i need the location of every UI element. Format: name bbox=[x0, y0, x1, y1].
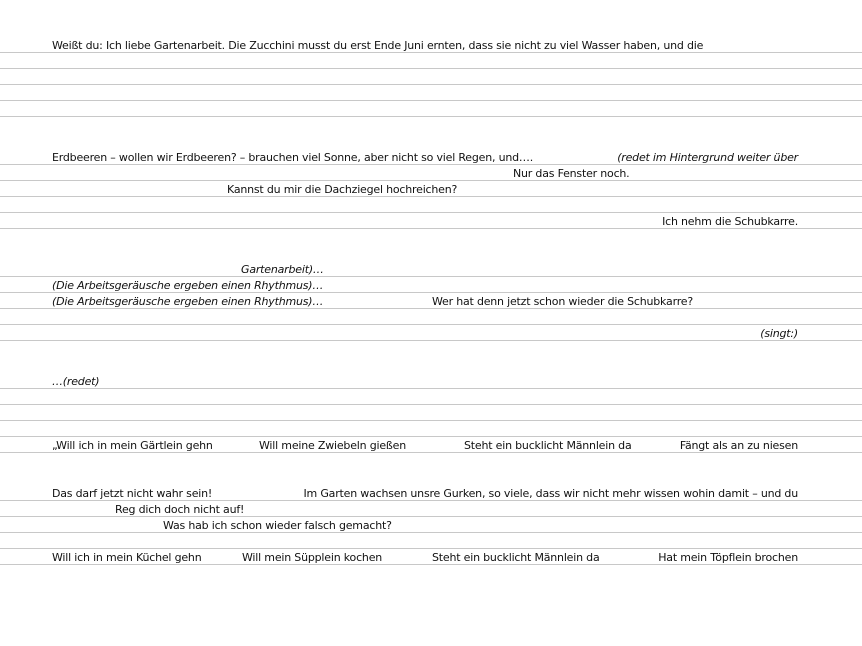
text-line: Nur das Fenster noch. bbox=[513, 167, 630, 180]
staff-line bbox=[0, 116, 862, 117]
text-line: Erdbeeren – wollen wir Erdbeeren? – brauchen viel Sonne, aber nicht so viel Regen, und…. bbox=[52, 151, 534, 164]
staff-line bbox=[0, 516, 862, 517]
song-phrase: Will ich in mein Küchel gehn bbox=[52, 551, 202, 564]
song-phrase: Steht ein bucklicht Männlein da bbox=[432, 551, 600, 564]
staff-line bbox=[0, 420, 862, 421]
stage-direction: (redet im Hintergrund weiter über bbox=[617, 151, 798, 164]
song-phrase: Steht ein bucklicht Männlein da bbox=[464, 439, 632, 452]
stage-direction: (Die Arbeitsgeräusche ergeben einen Rhythmus)… bbox=[52, 279, 324, 292]
staff-line bbox=[0, 100, 862, 101]
staff-line bbox=[0, 228, 862, 229]
text-line: Kannst du mir die Dachziegel hochreichen? bbox=[227, 183, 458, 196]
text-line: Was hab ich schon wieder falsch gemacht? bbox=[163, 519, 392, 532]
staff-line bbox=[0, 404, 862, 405]
stage-direction: …(redet) bbox=[52, 375, 100, 388]
song-phrase: „Will ich in mein Gärtlein gehn bbox=[52, 439, 213, 452]
staff-line bbox=[0, 68, 862, 69]
text-line: Reg dich doch nicht auf! bbox=[115, 503, 245, 516]
staff-line bbox=[0, 196, 862, 197]
staff-line bbox=[0, 500, 862, 501]
staff-line bbox=[0, 340, 862, 341]
staff-line bbox=[0, 452, 862, 453]
stage-direction: Gartenarbeit)… bbox=[241, 263, 324, 276]
staff-line bbox=[0, 324, 862, 325]
staff-line bbox=[0, 212, 862, 213]
staff-line bbox=[0, 180, 862, 181]
staff-line bbox=[0, 436, 862, 437]
song-phrase: Will mein Süpplein kochen bbox=[242, 551, 383, 564]
text-line: Das darf jetzt nicht wahr sein! bbox=[52, 487, 213, 500]
staff-line bbox=[0, 164, 862, 165]
text-line: Im Garten wachsen unsre Gurken, so viele, dass wir nicht mehr wissen wohin damit – und du bbox=[303, 487, 798, 500]
text-line: Wer hat denn jetzt schon wieder die Schubkarre? bbox=[432, 295, 693, 308]
song-phrase: Fängt als an zu niesen bbox=[679, 439, 798, 452]
song-phrase: Will meine Zwiebeln gießen bbox=[259, 439, 406, 452]
text-line: Weißt du: Ich liebe Gartenarbeit. Die Zucchini musst du erst Ende Juni ernten, dass sie nicht zu viel Wasser haben, und die bbox=[52, 39, 704, 52]
stage-direction: (singt:) bbox=[760, 327, 798, 340]
staff-line bbox=[0, 84, 862, 85]
staff-line bbox=[0, 308, 862, 309]
song-phrase: Hat mein Töpflein brochen bbox=[658, 551, 798, 564]
staff-line bbox=[0, 276, 862, 277]
text-line: Ich nehm die Schubkarre. bbox=[662, 215, 798, 228]
staff-line bbox=[0, 564, 862, 565]
staff-line bbox=[0, 388, 862, 389]
staff-line bbox=[0, 532, 862, 533]
staff-line bbox=[0, 548, 862, 549]
stage-direction: (Die Arbeitsgeräusche ergeben einen Rhythmus)… bbox=[52, 295, 324, 308]
staff-line bbox=[0, 292, 862, 293]
staff-line bbox=[0, 52, 862, 53]
